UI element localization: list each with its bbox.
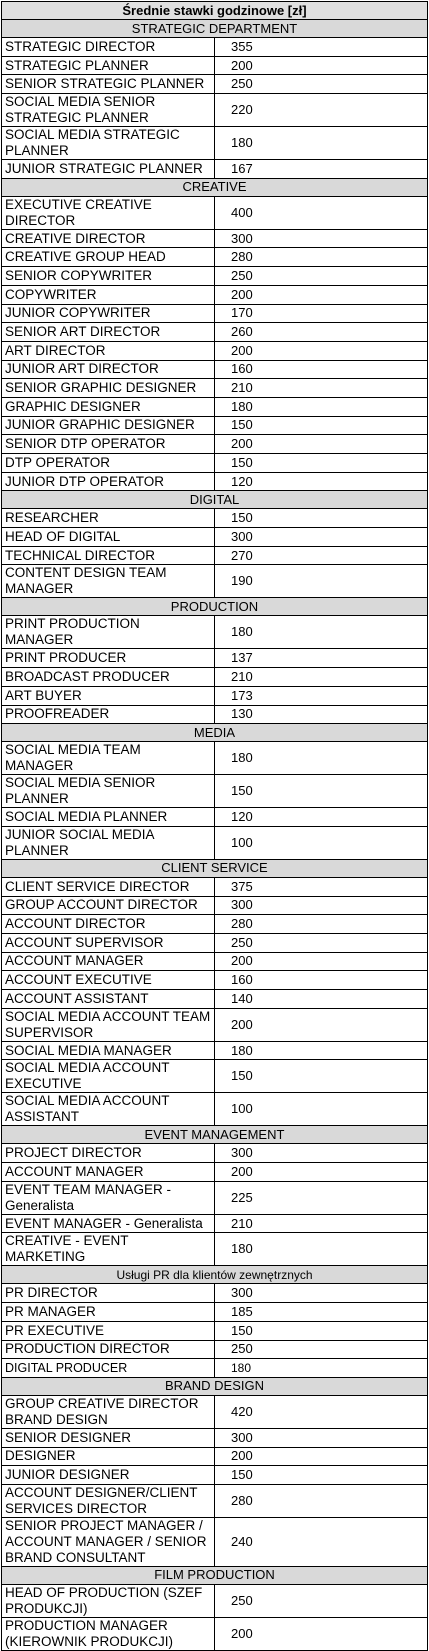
table-row xyxy=(2,454,428,473)
section-title: FILM PRODUCTION xyxy=(2,1566,428,1584)
role-name-cell: PROOFREADER xyxy=(2,705,215,724)
hourly-rate-cell: 150 xyxy=(215,1060,428,1093)
hourly-rate-cell: 200 xyxy=(215,435,428,454)
section-header-row xyxy=(2,20,428,38)
hourly-rate-cell: 250 xyxy=(215,1340,428,1359)
table-row xyxy=(2,1144,428,1163)
section-header-row xyxy=(2,1126,428,1144)
table-row xyxy=(2,1466,428,1485)
role-name-cell: JUNIOR ART DIRECTOR xyxy=(2,360,215,379)
hourly-rate-cell: 180 xyxy=(215,1233,428,1266)
table-row xyxy=(2,323,428,342)
table-row xyxy=(2,1340,428,1359)
table-row xyxy=(2,915,428,934)
hourly-rate-cell: 300 xyxy=(215,896,428,915)
table-row xyxy=(2,808,428,827)
role-name-cell: STRATEGIC DIRECTOR xyxy=(2,38,215,57)
table-row xyxy=(2,952,428,971)
table-row xyxy=(2,1517,428,1566)
hourly-rate-cell: 300 xyxy=(215,229,428,248)
hourly-rate-cell: 190 xyxy=(215,565,428,598)
hourly-rate-cell: 200 xyxy=(215,1447,428,1466)
section-header-row xyxy=(2,859,428,877)
role-name-cell: SENIOR ART DIRECTOR xyxy=(2,323,215,342)
role-name-cell: BROADCAST PRODUCER xyxy=(2,668,215,687)
role-name-cell: SOCIAL MEDIA PLANNER xyxy=(2,808,215,827)
role-name-cell: SOCIAL MEDIA ACCOUNT ASSISTANT xyxy=(2,1093,215,1126)
hourly-rate-cell: 210 xyxy=(215,1214,428,1233)
table-row xyxy=(2,360,428,379)
hourly-rate-cell: 200 xyxy=(215,56,428,75)
hourly-rate-cell: 280 xyxy=(215,248,428,267)
hourly-rate-cell: 130 xyxy=(215,705,428,724)
role-name-cell: SOCIAL MEDIA TEAM MANAGER xyxy=(2,742,215,775)
role-name-cell: TECHNICAL DIRECTOR xyxy=(2,546,215,565)
hourly-rate-cell: 250 xyxy=(215,75,428,94)
role-name-cell: ACCOUNT DIRECTOR xyxy=(2,915,215,934)
section-header-row xyxy=(2,598,428,616)
table-row xyxy=(2,397,428,416)
hourly-rate-cell: 250 xyxy=(215,933,428,952)
role-name-cell: HEAD OF DIGITAL xyxy=(2,528,215,547)
hourly-rate-cell: 200 xyxy=(215,285,428,304)
role-name-cell: COPYWRITER xyxy=(2,285,215,304)
section-header-row xyxy=(2,1266,428,1284)
role-name-cell: ACCOUNT DESIGNER/CLIENT SERVICES DIRECTOR xyxy=(2,1484,215,1517)
hourly-rate-cell: 400 xyxy=(215,196,428,229)
table-row xyxy=(2,248,428,267)
section-header-row xyxy=(2,491,428,509)
table-row xyxy=(2,1584,428,1617)
section-title: DIGITAL xyxy=(2,491,428,509)
role-name-cell: GROUP CREATIVE DIRECTOR BRAND DESIGN xyxy=(2,1395,215,1428)
hourly-rate-cell: 300 xyxy=(215,1428,428,1447)
table-row xyxy=(2,1484,428,1517)
table-row xyxy=(2,435,428,454)
hourly-rate-cell: 150 xyxy=(215,775,428,808)
hourly-rate-cell: 160 xyxy=(215,971,428,990)
table-row xyxy=(2,304,428,323)
section-title: STRATEGIC DEPARTMENT xyxy=(2,20,428,38)
table-row xyxy=(2,971,428,990)
hourly-rate-cell: 150 xyxy=(215,454,428,473)
table-row xyxy=(2,933,428,952)
hourly-rate-cell: 150 xyxy=(215,1321,428,1340)
table-row xyxy=(2,341,428,360)
table-row xyxy=(2,1617,428,1650)
role-name-cell: EXECUTIVE CREATIVE DIRECTOR xyxy=(2,196,215,229)
hourly-rate-cell: 173 xyxy=(215,686,428,705)
table-row xyxy=(2,1008,428,1041)
hourly-rate-cell: 180 xyxy=(215,616,428,649)
hourly-rate-cell: 260 xyxy=(215,323,428,342)
table-row xyxy=(2,826,428,859)
table-row xyxy=(2,285,428,304)
role-name-cell: ART DIRECTOR xyxy=(2,341,215,360)
role-name-cell: STRATEGIC PLANNER xyxy=(2,56,215,75)
hourly-rate-cell: 180 xyxy=(215,742,428,775)
hourly-rate-cell: 280 xyxy=(215,915,428,934)
table-row xyxy=(2,616,428,649)
hourly-rate-cell: 100 xyxy=(215,826,428,859)
table-row xyxy=(2,705,428,724)
section-title: EVENT MANAGEMENT xyxy=(2,1126,428,1144)
table-row xyxy=(2,528,428,547)
role-name-cell: ACCOUNT EXECUTIVE xyxy=(2,971,215,990)
role-name-cell: PROJECT DIRECTOR xyxy=(2,1144,215,1163)
hourly-rate-cell: 200 xyxy=(215,341,428,360)
role-name-cell: SENIOR DESIGNER xyxy=(2,1428,215,1447)
table-row xyxy=(2,1395,428,1428)
table-row xyxy=(2,1214,428,1233)
table-row xyxy=(2,565,428,598)
role-name-cell: SENIOR COPYWRITER xyxy=(2,267,215,286)
section-title: CLIENT SERVICE xyxy=(2,859,428,877)
role-name-cell: RESEARCHER xyxy=(2,509,215,528)
hourly-rate-cell: 200 xyxy=(215,1617,428,1650)
role-name-cell: ACCOUNT MANAGER xyxy=(2,1163,215,1182)
hourly-rate-cell: 180 xyxy=(215,127,428,160)
table-row xyxy=(2,1233,428,1266)
table-title-row xyxy=(2,2,428,20)
section-header-row xyxy=(2,1377,428,1395)
role-name-cell: SENIOR DTP OPERATOR xyxy=(2,435,215,454)
role-name-cell: SOCIAL MEDIA ACCOUNT EXECUTIVE xyxy=(2,1060,215,1093)
section-header-row xyxy=(2,724,428,742)
table-row xyxy=(2,1181,428,1214)
role-name-cell: JUNIOR GRAPHIC DESIGNER xyxy=(2,416,215,435)
hourly-rate-cell: 150 xyxy=(215,1466,428,1485)
table-row xyxy=(2,668,428,687)
hourly-rate-cell: 120 xyxy=(215,808,428,827)
table-row xyxy=(2,196,428,229)
role-name-cell: CONTENT DESIGN TEAM MANAGER xyxy=(2,565,215,598)
table-row xyxy=(2,1447,428,1466)
hourly-rate-cell: 250 xyxy=(215,1584,428,1617)
hourly-rate-cell: 185 xyxy=(215,1303,428,1322)
role-name-cell: PR EXECUTIVE xyxy=(2,1321,215,1340)
hourly-rate-cell: 180 xyxy=(215,397,428,416)
role-name-cell: EVENT TEAM MANAGER - Generalista xyxy=(2,1181,215,1214)
role-name-cell: SOCIAL MEDIA SENIOR STRATEGIC PLANNER xyxy=(2,94,215,127)
role-name-cell: PRINT PRODUCTION MANAGER xyxy=(2,616,215,649)
role-name-cell: PRINT PRODUCER xyxy=(2,649,215,668)
hourly-rate-cell: 150 xyxy=(215,509,428,528)
rates-table-body xyxy=(2,2,428,1651)
hourly-rate-cell: 150 xyxy=(215,416,428,435)
role-name-cell: JUNIOR COPYWRITER xyxy=(2,304,215,323)
hourly-rate-cell: 100 xyxy=(215,1093,428,1126)
section-title: MEDIA xyxy=(2,724,428,742)
role-name-cell: JUNIOR SOCIAL MEDIA PLANNER xyxy=(2,826,215,859)
table-row xyxy=(2,509,428,528)
table-title: Średnie stawki godzinowe [zł] xyxy=(2,2,428,20)
table-row xyxy=(2,472,428,491)
hourly-rate-cell: 300 xyxy=(215,528,428,547)
hourly-rate-cell: 200 xyxy=(215,1163,428,1182)
role-name-cell: PRODUCTION MANAGER (KIEROWNIK PRODUKCJI) xyxy=(2,1617,215,1650)
role-name-cell: CREATIVE GROUP HEAD xyxy=(2,248,215,267)
hourly-rate-cell: 180 xyxy=(215,1359,428,1378)
hourly-rate-cell: 225 xyxy=(215,1181,428,1214)
hourly-rate-cell: 270 xyxy=(215,546,428,565)
table-row xyxy=(2,649,428,668)
table-row xyxy=(2,877,428,896)
hourly-rate-cell: 140 xyxy=(215,990,428,1009)
role-name-cell: DTP OPERATOR xyxy=(2,454,215,473)
role-name-cell: JUNIOR DTP OPERATOR xyxy=(2,472,215,491)
role-name-cell: ACCOUNT ASSISTANT xyxy=(2,990,215,1009)
role-name-cell: HEAD OF PRODUCTION (SZEF PRODUKCJI) xyxy=(2,1584,215,1617)
hourly-rates-table xyxy=(1,1,428,1651)
table-row xyxy=(2,990,428,1009)
hourly-rate-cell: 355 xyxy=(215,38,428,57)
role-name-cell: SOCIAL MEDIA MANAGER xyxy=(2,1041,215,1060)
role-name-cell: CREATIVE DIRECTOR xyxy=(2,229,215,248)
hourly-rate-cell: 180 xyxy=(215,1041,428,1060)
hourly-rate-cell: 170 xyxy=(215,304,428,323)
role-name-cell: SENIOR STRATEGIC PLANNER xyxy=(2,75,215,94)
table-row xyxy=(2,229,428,248)
hourly-rate-cell: 200 xyxy=(215,1008,428,1041)
table-row xyxy=(2,1163,428,1182)
role-name-cell: ACCOUNT SUPERVISOR xyxy=(2,933,215,952)
section-header-row xyxy=(2,178,428,196)
role-name-cell: JUNIOR DESIGNER xyxy=(2,1466,215,1485)
hourly-rate-cell: 300 xyxy=(215,1284,428,1303)
table-row xyxy=(2,775,428,808)
hourly-rate-cell: 160 xyxy=(215,360,428,379)
hourly-rate-cell: 375 xyxy=(215,877,428,896)
table-row xyxy=(2,546,428,565)
role-name-cell: DIGITAL PRODUCER xyxy=(2,1359,215,1378)
role-name-cell: ART BUYER xyxy=(2,686,215,705)
table-row xyxy=(2,1060,428,1093)
table-row xyxy=(2,896,428,915)
role-name-cell: PR DIRECTOR xyxy=(2,1284,215,1303)
section-title: BRAND DESIGN xyxy=(2,1377,428,1395)
table-row xyxy=(2,1359,428,1378)
table-row xyxy=(2,160,428,179)
hourly-rate-cell: 220 xyxy=(215,94,428,127)
table-row xyxy=(2,1284,428,1303)
table-row xyxy=(2,38,428,57)
role-name-cell: PRODUCTION DIRECTOR xyxy=(2,1340,215,1359)
table-row xyxy=(2,1093,428,1126)
table-row xyxy=(2,742,428,775)
table-row xyxy=(2,1041,428,1060)
hourly-rate-cell: 200 xyxy=(215,952,428,971)
hourly-rate-cell: 240 xyxy=(215,1517,428,1566)
section-header-row xyxy=(2,1566,428,1584)
hourly-rate-cell: 280 xyxy=(215,1484,428,1517)
role-name-cell: SOCIAL MEDIA ACCOUNT TEAM SUPERVISOR xyxy=(2,1008,215,1041)
hourly-rate-cell: 210 xyxy=(215,668,428,687)
hourly-rate-cell: 210 xyxy=(215,379,428,398)
table-row xyxy=(2,1428,428,1447)
role-name-cell: SOCIAL MEDIA SENIOR PLANNER xyxy=(2,775,215,808)
hourly-rate-cell: 137 xyxy=(215,649,428,668)
role-name-cell: GROUP ACCOUNT DIRECTOR xyxy=(2,896,215,915)
table-row xyxy=(2,75,428,94)
role-name-cell: CREATIVE - EVENT MARKETING xyxy=(2,1233,215,1266)
role-name-cell: SOCIAL MEDIA STRATEGIC PLANNER xyxy=(2,127,215,160)
role-name-cell: CLIENT SERVICE DIRECTOR xyxy=(2,877,215,896)
hourly-rate-cell: 420 xyxy=(215,1395,428,1428)
role-name-cell: DESIGNER xyxy=(2,1447,215,1466)
role-name-cell: SENIOR PROJECT MANAGER / ACCOUNT MANAGER / SENIOR BRAND CONSULTANT xyxy=(2,1517,215,1566)
role-name-cell: EVENT MANAGER - Generalista xyxy=(2,1214,215,1233)
role-name-cell: JUNIOR STRATEGIC PLANNER xyxy=(2,160,215,179)
role-name-cell: SENIOR GRAPHIC DESIGNER xyxy=(2,379,215,398)
table-row xyxy=(2,686,428,705)
section-title: PRODUCTION xyxy=(2,598,428,616)
section-title: CREATIVE xyxy=(2,178,428,196)
hourly-rate-cell: 300 xyxy=(215,1144,428,1163)
table-row xyxy=(2,94,428,127)
table-row xyxy=(2,267,428,286)
table-row xyxy=(2,56,428,75)
hourly-rate-cell: 167 xyxy=(215,160,428,179)
section-title: Usługi PR dla klientów zewnętrznych xyxy=(2,1266,428,1284)
hourly-rate-cell: 250 xyxy=(215,267,428,286)
table-row xyxy=(2,416,428,435)
role-name-cell: PR MANAGER xyxy=(2,1303,215,1322)
hourly-rate-cell: 120 xyxy=(215,472,428,491)
table-row xyxy=(2,127,428,160)
role-name-cell: GRAPHIC DESIGNER xyxy=(2,397,215,416)
table-row xyxy=(2,1321,428,1340)
table-row xyxy=(2,379,428,398)
table-row xyxy=(2,1303,428,1322)
role-name-cell: ACCOUNT MANAGER xyxy=(2,952,215,971)
